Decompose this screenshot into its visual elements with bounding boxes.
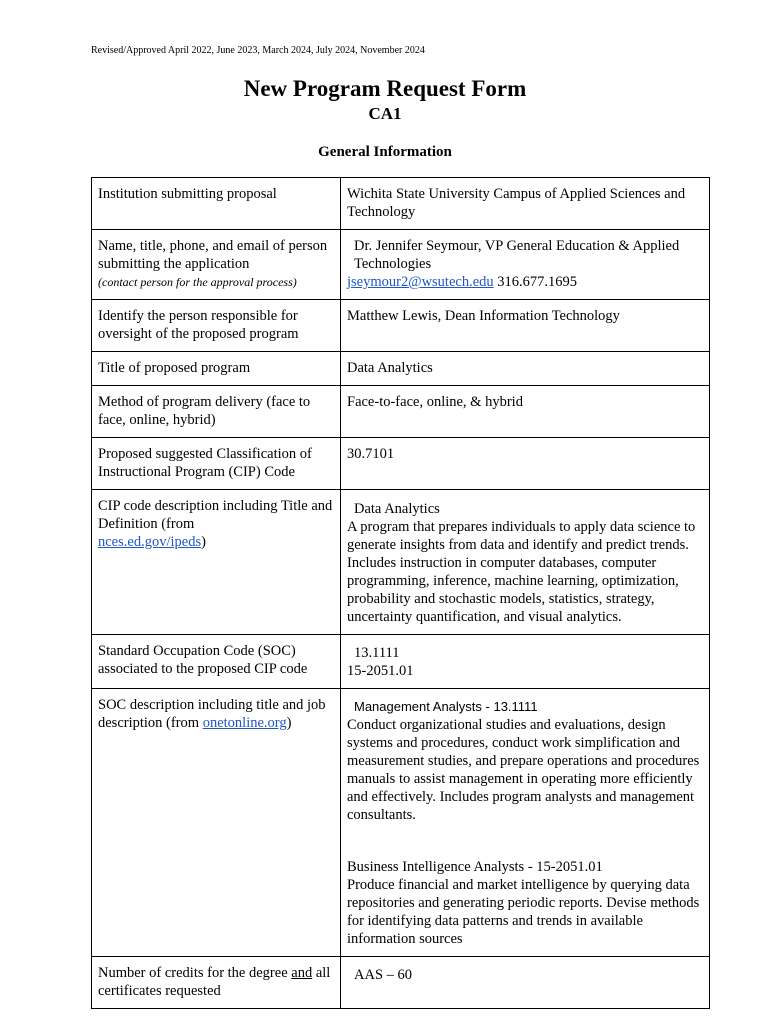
soc-label-text: SOC description including title and job description (from xyxy=(98,697,326,731)
cip-label-end: ) xyxy=(201,534,206,550)
submitter-email-link[interactable]: jseymour2@wsutech.edu xyxy=(347,274,494,290)
table-row-institution xyxy=(92,178,710,230)
row-value: Wichita State University Campus of Applied Sciences and Technology xyxy=(341,178,710,230)
row-value: Data Analytics xyxy=(341,352,710,386)
table-row-cip xyxy=(92,438,710,490)
submitter-phone: 316.677.1695 xyxy=(497,274,578,290)
job2-title: Business Intelligence Analysts - 15-2051.01 xyxy=(347,859,603,875)
row-label: Institution submitting proposal xyxy=(92,178,341,230)
table-row-delivery xyxy=(92,386,710,438)
job1-title: Management Analysts - 13.1111 xyxy=(354,699,538,714)
row-label xyxy=(92,230,341,300)
job1-description: Conduct organizational studies and evaluations, design systems and procedures, conduct work simplification and measurement studies, and prepare operations and procedures manuals to assist management in operating more efficiently and effectively. Includes program analysts and management consultants. xyxy=(347,717,700,823)
row-label: Identify the person responsible for oversight of the proposed program xyxy=(92,300,341,352)
section-heading: General Information xyxy=(318,144,452,160)
row-label: Title of proposed program xyxy=(92,352,341,386)
row-value: 30.7101 xyxy=(341,438,710,490)
credits-label-1: Number of credits for the degree xyxy=(98,965,292,981)
submitter-name: Dr. Jennifer Seymour, VP General Education & Applied Technologies xyxy=(354,238,680,272)
soc-code-1: 13.1111 xyxy=(354,645,400,661)
form-code: CA1 xyxy=(368,104,402,123)
table-row-oversight xyxy=(92,300,710,352)
soc-label-end: ) xyxy=(286,715,292,731)
submitter-label-text: Name, title, phone, and email of person submitting the application xyxy=(98,238,328,272)
row-value xyxy=(341,230,710,300)
row-value xyxy=(341,635,710,689)
cip-label-text: CIP code description including Title and Definition (from xyxy=(98,498,333,532)
general-information-table xyxy=(91,177,710,1009)
soc-code-2: 15-2051.01 xyxy=(347,663,414,679)
cip-definition: A program that prepares individuals to apply data science to generate insights from data and identify and predict trends. Includes instruction in computer databases, computer programming, inference, machine learning, optimization, probability and stochastic models, statistics, strategy, uncertainty quantification, and visual analytics. xyxy=(347,519,696,625)
table-row-cip-description xyxy=(92,490,710,635)
credits-value: AAS – 60 xyxy=(354,967,413,983)
table-row-submitter xyxy=(92,230,710,300)
contact-note: (contact person for the approval process) xyxy=(98,275,297,289)
row-label: Standard Occupation Code (SOC) associated to the proposed CIP code xyxy=(92,635,341,689)
row-label: Method of program delivery (face to face, online, hybrid) xyxy=(92,386,341,438)
row-value xyxy=(341,689,710,957)
row-label xyxy=(92,957,341,1009)
form-title: New Program Request Form xyxy=(243,76,527,101)
row-value: Face-to-face, online, & hybrid xyxy=(341,386,710,438)
row-label: Proposed suggested Classification of Instructional Program (CIP) Code xyxy=(92,438,341,490)
credits-label-and: and xyxy=(291,965,313,981)
table-row-program-title xyxy=(92,352,710,386)
table-row-credits xyxy=(92,957,710,1009)
onetonline-link[interactable]: onetonline.org xyxy=(202,715,287,731)
ipeds-link[interactable]: nces.ed.gov/ipeds xyxy=(98,534,202,550)
cip-title: Data Analytics xyxy=(354,501,440,517)
job2-description: Produce financial and market intelligence by querying data repositories and generating periodic reports. Devise methods for identifying data patterns and trends in available information sources xyxy=(347,877,700,947)
table-row-soc xyxy=(92,635,710,689)
row-value xyxy=(341,957,710,1009)
credits-label-2: all certificates requested xyxy=(98,965,331,999)
row-value: Matthew Lewis, Dean Information Technology xyxy=(341,300,710,352)
row-value xyxy=(341,490,710,635)
revision-note: Revised/Approved April 2022, June 2023, March 2024, July 2024, November 2024 xyxy=(91,45,425,56)
row-label xyxy=(92,490,341,635)
spacer xyxy=(347,824,703,858)
row-label xyxy=(92,689,341,957)
table-row-soc-description xyxy=(92,689,710,957)
